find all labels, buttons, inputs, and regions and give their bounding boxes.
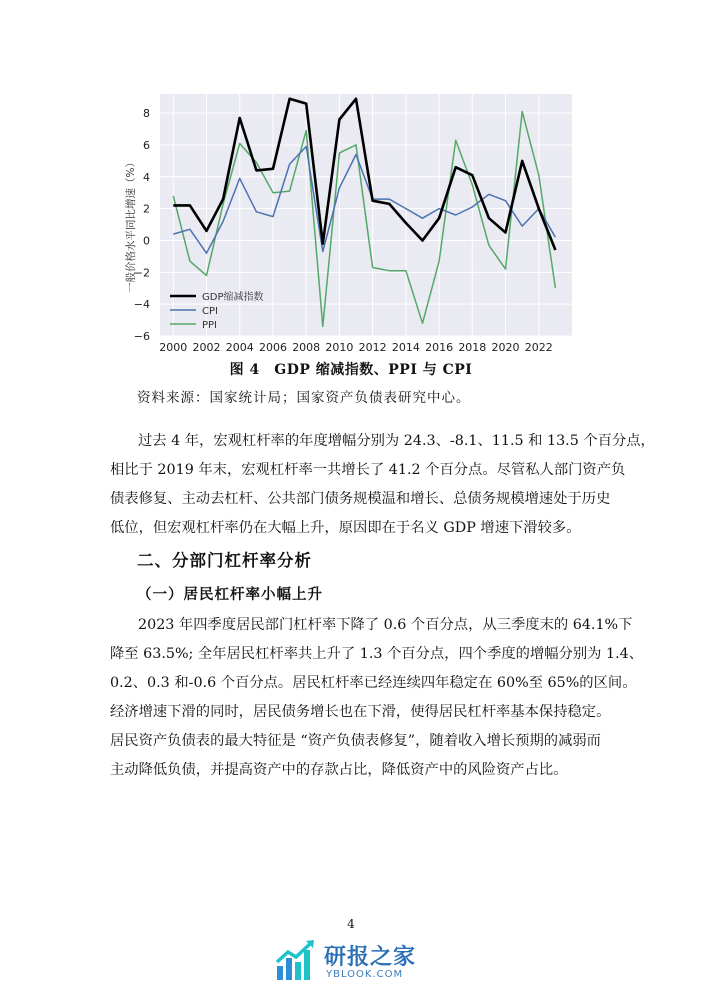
y-tick-label: 2: [143, 202, 150, 216]
y-tick-label: −2: [133, 266, 150, 280]
legend-label: PPI: [202, 320, 218, 331]
x-tick-label: 2014: [391, 341, 420, 354]
paragraph-line: 居民资产负债表的最大特征是 “资产负债表修复”，随着收入增长预期的减弱而: [110, 733, 601, 749]
paragraph-line: 主动降低负债，并提高资产中的存款占比，降低资产中的风险资产占比。: [110, 762, 568, 778]
y-tick-label: 6: [143, 138, 150, 152]
x-tick-label: 2004: [225, 341, 254, 354]
paragraph-household-leverage: [110, 611, 644, 785]
paragraph-line: 经济增速下滑的同时，居民债务增长也在下滑，使得居民杠杆率基本保持稳定。: [110, 704, 611, 720]
x-tick-label: 2016: [425, 341, 454, 354]
y-axis-label: 一般价格水平同比增速（%）: [125, 157, 137, 293]
y-tick-label: −4: [133, 298, 150, 312]
x-tick-label: 2000: [159, 341, 188, 354]
x-tick-label: 2022: [524, 341, 553, 354]
watermark-url: YBLOOK.COM: [326, 969, 404, 980]
subsection-heading: （一）居民杠杆率小幅上升: [137, 586, 323, 603]
paragraph-line: 过去 4 年，宏观杠杆率的年度增幅分别为 24.3、-8.1、11.5 和 13.5 个百分点，: [138, 433, 655, 449]
paragraph-line: 降至 63.5%; 全年居民杠杆率共上升了 1.3 个百分点，四个季度的增幅分别为 1.4、: [110, 646, 644, 662]
x-tick-label: 2018: [458, 341, 487, 354]
y-tick-label: 4: [143, 170, 150, 184]
watermark: [272, 936, 462, 986]
x-tick-label: 2006: [258, 341, 287, 354]
y-tick-label: 8: [143, 107, 150, 121]
x-tick-label: 2002: [192, 341, 221, 354]
paragraph-line: 债表修复、主动去杠杆、公共部门债务规模温和增长、总债务规模增速处于历史: [110, 491, 611, 507]
legend-label: GDP缩减指数: [202, 292, 264, 303]
bar-chart-logo-icon: [274, 938, 320, 984]
paragraph-line: 0.2、0.3 和-0.6 个百分点。居民杠杆率已经连续四年稳定在 60%至 65%的区间。: [110, 675, 637, 691]
y-tick-label: −6: [133, 330, 150, 343]
paragraph-line: 相比于 2019 年末，宏观杠杆率一共增长了 41.2 个百分点。尽管私人部门资产负: [110, 462, 626, 478]
legend-label: CPI: [202, 306, 218, 317]
x-tick-label: 2010: [325, 341, 354, 354]
figure-caption: 图 4 GDP 缩减指数、PPI 与 CPI: [229, 362, 473, 378]
section-heading: 二、分部门杠杆率分析: [137, 551, 312, 570]
x-tick-label: 2020: [491, 341, 520, 354]
page-number: 4: [347, 917, 355, 931]
x-tick-label: 2012: [358, 341, 387, 354]
paragraph-line: 2023 年四季度居民部门杠杆率下降了 0.6 个百分点，从三季度末的 64.1%下: [138, 617, 633, 633]
watermark-title: 研报之家: [324, 945, 417, 970]
chart-svg: [120, 86, 580, 354]
x-tick-label: 2008: [292, 341, 321, 354]
figure-source: 资料来源：国家统计局；国家资产负债表研究中心。: [137, 390, 471, 406]
y-tick-label: 0: [143, 234, 150, 248]
price-index-chart: [120, 86, 580, 354]
paragraph-macro-leverage: [110, 427, 655, 543]
paragraph-line: 低位，但宏观杠杆率仍在大幅上升，原因即在于名义 GDP 增速下滑较多。: [110, 520, 581, 536]
